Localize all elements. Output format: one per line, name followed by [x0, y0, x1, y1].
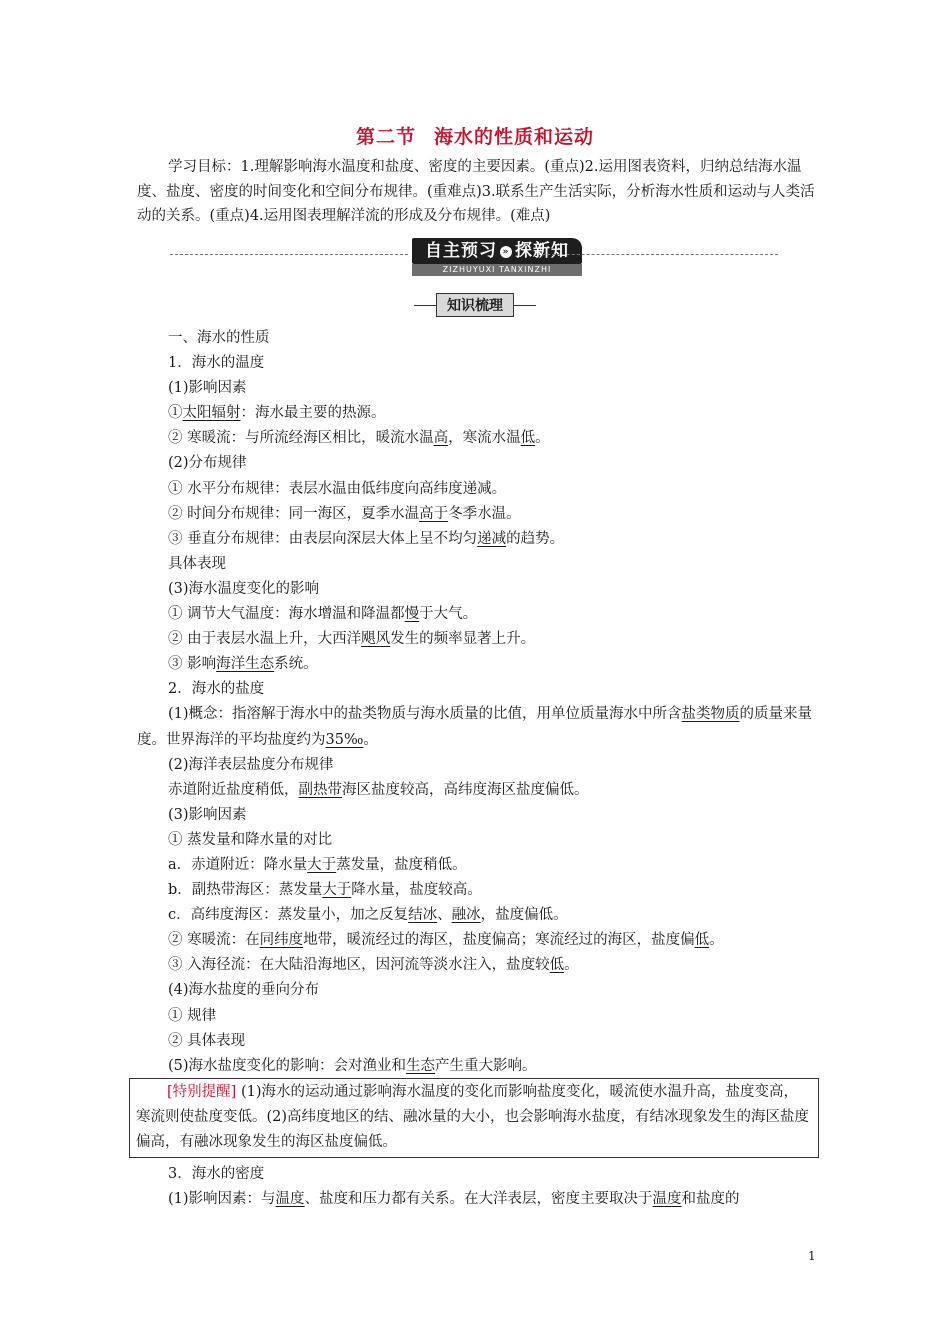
- page-number: 1: [808, 1249, 816, 1263]
- text-line: ② 寒暖流：在同纬度地带，暖流经过的海区，盐度偏高；寒流经过的海区，盐度偏低。: [168, 932, 724, 949]
- text-line: ① 调节大气温度：海水增温和降温都慢于大气。: [168, 606, 478, 623]
- banner-title: 自主预习 » 探新知: [412, 238, 582, 264]
- title-text: 海水的性质和运动: [434, 126, 595, 148]
- sub-heading: (4)海水盐度的垂向分布: [168, 982, 320, 999]
- text-line: b．副热带海区：蒸发量大于降水量，盐度较高。: [168, 882, 482, 899]
- text-line: ③ 影响海洋生态系统。: [168, 656, 318, 673]
- sub-heading: (2)分布规律: [168, 455, 247, 472]
- text-line: ② 时间分布规律：同一海区，夏季水温高于冬季水温。: [168, 505, 521, 522]
- heading-1-3: 3．海水的密度: [168, 1166, 265, 1182]
- learning-objectives: 学习目标：1.理解影响海水温度和盐度、密度的主要因素。(重点)2.运用图表资料，归纳总结海水温度、盐度、密度的时间变化和空间分布规律。(重难点)3.联系生产生活实际，分析海水性质和运动与人类活动的关系。(重点)4.运用图表理解洋流的形成及分布规律。(难点): [137, 159, 815, 224]
- page-title: [0, 122, 950, 149]
- text-line: 赤道附近盐度稍低，副热带海区盐度较高，高纬度海区盐度偏低。: [168, 781, 589, 798]
- text-line: (1)影响因素：与温度、盐度和压力都有关系。在大洋表层，密度主要取决于温度和盐度的: [168, 1191, 740, 1208]
- banner-left-dash: [170, 254, 408, 255]
- section-banner: [170, 238, 778, 278]
- text-line: ③ 垂直分布规律：由表层向深层大体上呈不均匀递减的趋势。: [168, 530, 565, 547]
- text-line: ① 规律: [168, 1007, 217, 1024]
- banner-right-dash: [542, 254, 778, 255]
- heading-1-2: 2．海水的盐度: [168, 681, 265, 698]
- sub-heading: (3)海水温度变化的影响: [168, 580, 320, 597]
- text-line: ② 寒暖流：与所流经海区相比，暖流水温高，寒流水温低。: [168, 430, 550, 447]
- banner-arrow-icon: »: [500, 246, 512, 258]
- text-line: ① 水平分布规律：表层水温由低纬度向高纬度递减。: [168, 480, 507, 497]
- text-line: a．赤道附近：降水量大于蒸发量，盐度稍低。: [168, 856, 467, 873]
- reminder-text: (1)海水的运动通过影响海水温度的变化而影响盐度变化，暖流使水温升高，盐度变高，寒流则使盐度变低。(2)高纬度地区的结、融冰量的大小，也会影响海水盐度，有结冰现象发生的海区盐度偏高，有融冰现象发生的海区盐度偏低。: [136, 1084, 810, 1150]
- text-line: ② 具体表现: [168, 1032, 246, 1049]
- text-line: (5)海水盐度变化的影响：会对渔业和生态产生重大影响。: [168, 1057, 537, 1074]
- sub-heading: (1)影响因素: [168, 380, 247, 397]
- heading-1-1: 1．海水的温度: [168, 355, 265, 372]
- special-reminder-box: [129, 1078, 819, 1158]
- sub-heading: (3)影响因素: [168, 806, 247, 823]
- text-line: ①太阳辐射：海水最主要的热源。: [168, 405, 386, 422]
- text-line: 具体表现: [168, 555, 226, 572]
- title-section: 第二节: [355, 126, 416, 148]
- knowledge-section-label: 知识梳理: [0, 293, 950, 317]
- text-line: c．高纬度海区：蒸发量小，加之反复结冰、融冰，盐度偏低。: [168, 907, 568, 924]
- reminder-tag: [特别提醒]: [167, 1084, 237, 1100]
- main-content-continued: [137, 1162, 820, 1212]
- text-line: ② 由于表层水温上升，大西洋飓风发生的频率显著上升。: [168, 631, 536, 648]
- heading-1: 一、海水的性质: [168, 330, 270, 346]
- text-line: ① 蒸发量和降水量的对比: [168, 831, 333, 848]
- text-paragraph: (1)概念：指溶解于海水中的盐类物质与海水质量的比值，用单位质量海水中所含盐类物质的质量来量度。世界海洋的平均盐度约为35‰。: [137, 706, 813, 748]
- text-line: ③ 入海径流：在大陆沿海地区，因河流等淡水注入，盐度较低。: [168, 957, 579, 974]
- banner-subtitle: ZIZHUYUXI TANXINZHI: [412, 264, 582, 276]
- sub-heading: (2)海洋表层盐度分布规律: [168, 756, 334, 773]
- main-content: [137, 326, 820, 1079]
